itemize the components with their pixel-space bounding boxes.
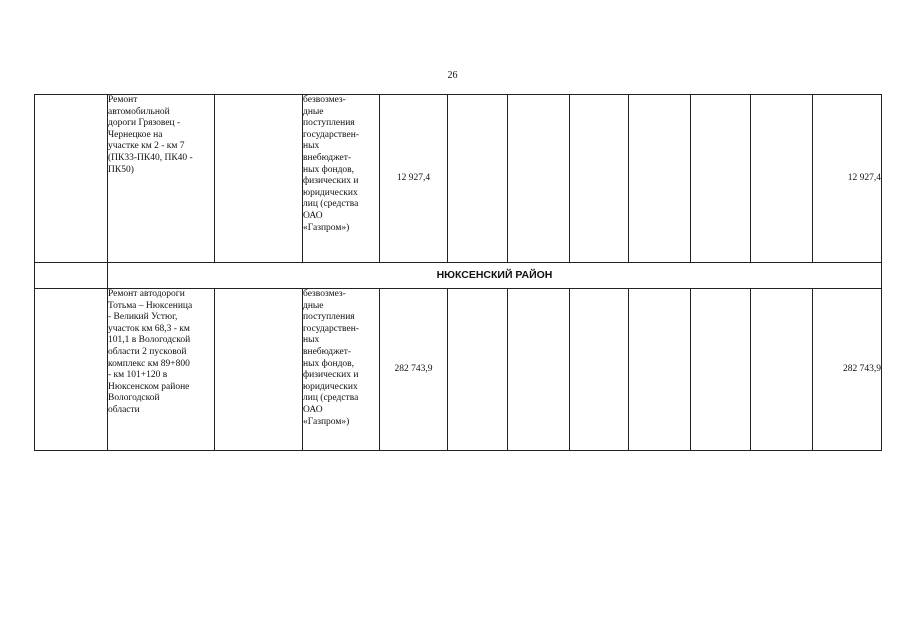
source-line: ных	[303, 335, 320, 346]
source-line: внебюджет-	[303, 152, 352, 163]
funding-source-cell	[303, 95, 380, 263]
empty-cell	[215, 95, 303, 263]
table-row	[35, 95, 882, 263]
source-line: лиц (средства	[303, 199, 359, 210]
description-line: участок км 68,3 - км	[108, 323, 190, 334]
source-line: физических и	[303, 176, 359, 187]
source-line: ОАО	[303, 404, 323, 415]
source-line: дные	[303, 106, 324, 117]
amount-cell: 12 927,4	[380, 95, 448, 263]
description-line: ПК50)	[108, 164, 134, 175]
description-line: 101,1 в Вологодской	[108, 335, 191, 346]
description-cell	[108, 95, 215, 263]
description-line: (ПК33-ПК40, ПК40 -	[108, 152, 193, 163]
district-header-row	[35, 263, 882, 289]
description-line: области	[108, 404, 140, 415]
source-line: «Газпром»)	[303, 222, 350, 233]
description-line: - Великий Устюг,	[108, 312, 178, 323]
empty-cell	[570, 289, 629, 451]
source-line: «Газпром»)	[303, 416, 350, 427]
source-line: внебюджет-	[303, 346, 352, 357]
description-line: Ремонт	[108, 95, 138, 105]
empty-cell	[629, 95, 691, 263]
row-number-cell	[35, 95, 108, 263]
description-line: комплекс км 89+800	[108, 358, 190, 369]
source-line: поступления	[303, 118, 355, 129]
empty-cell	[629, 289, 691, 451]
description-line: Чернецкое на	[108, 129, 163, 140]
source-line: ных фондов,	[303, 358, 355, 369]
source-line: юридических	[303, 187, 358, 198]
empty-cell	[508, 289, 570, 451]
description-line: автомобильной	[108, 106, 170, 117]
row-number-cell	[35, 289, 108, 451]
description-line: дороги Грязовец -	[108, 118, 181, 129]
empty-cell	[35, 263, 108, 289]
page-number: 26	[447, 70, 458, 81]
table-row	[35, 289, 882, 451]
empty-cell	[751, 289, 813, 451]
empty-cell	[570, 95, 629, 263]
source-line: государствен-	[303, 323, 359, 334]
empty-cell	[448, 289, 508, 451]
source-line: безвозмез-	[303, 95, 346, 105]
source-line: государствен-	[303, 129, 359, 140]
description-line: Тотьма – Нюксеница	[108, 300, 193, 311]
empty-cell	[751, 95, 813, 263]
source-line: юридических	[303, 381, 358, 392]
amount-cell: 282 743,9	[380, 289, 448, 451]
district-name: НЮКСЕНСКИЙ РАЙОН	[108, 263, 882, 289]
description-line: Вологодской	[108, 393, 160, 404]
source-line: ОАО	[303, 210, 323, 221]
empty-cell	[691, 95, 751, 263]
total-cell: 12 927,4	[813, 95, 882, 263]
description-line: - км 101+120 в	[108, 370, 168, 381]
budget-table	[34, 94, 882, 451]
source-line: безвозмез-	[303, 289, 346, 299]
description-line: Нюксенском районе	[108, 381, 190, 392]
empty-cell	[215, 289, 303, 451]
description-line: области 2 пусковой	[108, 346, 187, 357]
source-line: поступления	[303, 312, 355, 323]
source-line: ных фондов,	[303, 164, 355, 175]
description-line: Ремонт автодороги	[108, 289, 185, 299]
total-cell: 282 743,9	[813, 289, 882, 451]
source-line: лиц (средства	[303, 393, 359, 404]
empty-cell	[691, 289, 751, 451]
description-cell	[108, 289, 215, 451]
empty-cell	[448, 95, 508, 263]
source-line: физических и	[303, 370, 359, 381]
empty-cell	[508, 95, 570, 263]
funding-source-cell	[303, 289, 380, 451]
source-line: ных	[303, 141, 320, 152]
description-line: участке км 2 - км 7	[108, 141, 185, 152]
source-line: дные	[303, 300, 324, 311]
